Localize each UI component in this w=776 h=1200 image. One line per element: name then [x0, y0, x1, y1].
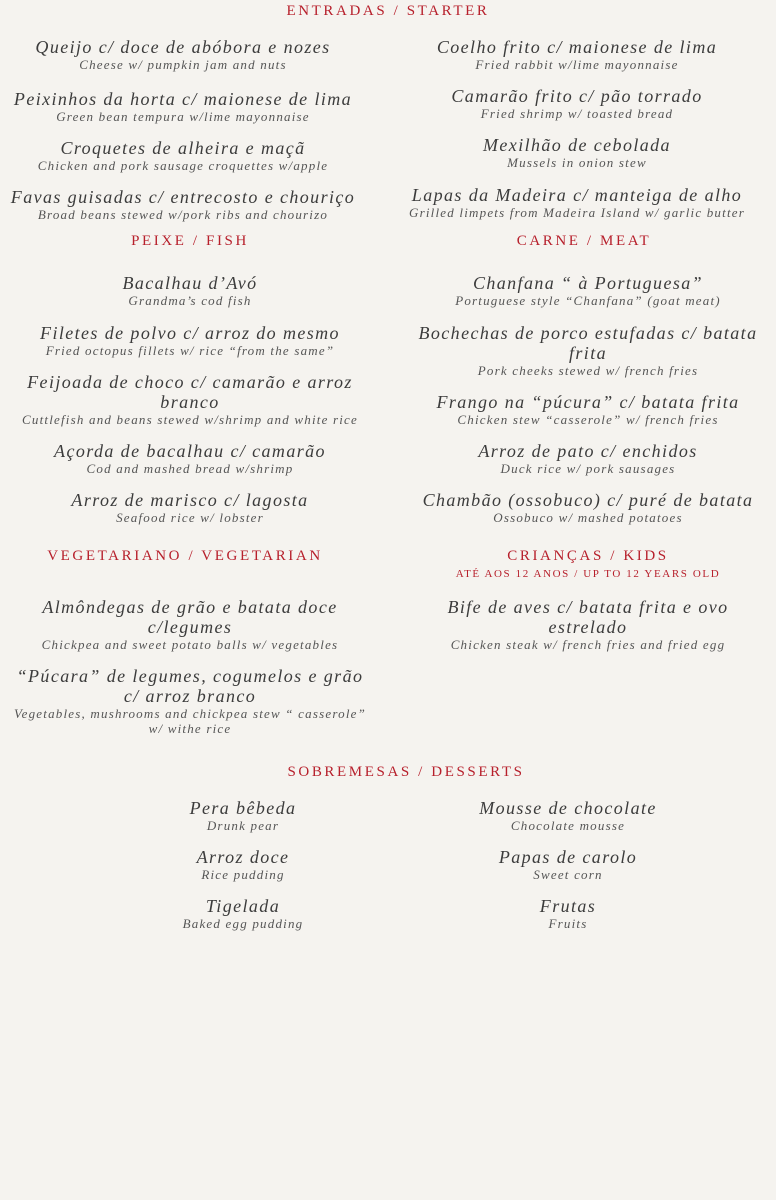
dish-name: Mousse de chocolate [479, 798, 657, 818]
dish-translation: Pork cheeks stewed w/ french fries [477, 363, 699, 378]
dish-translation: Drunk pear [206, 818, 280, 833]
dish-name: Peixinhos da horta c/ maionese de lima [13, 89, 353, 109]
dish-name: “Púcara” de legumes, cogumelos e grão c/ arroz branco [16, 666, 364, 706]
menu-item [0, 187, 366, 222]
dish-name: Lapas da Madeira c/ manteiga de alho [411, 185, 743, 205]
dish-name: Chambão (ossobuco) c/ puré de batata [422, 490, 754, 510]
menu-item [10, 372, 370, 427]
dish-translation: Chickpea and sweet potato balls w/ vegetables [41, 637, 339, 652]
dish-translation: Portuguese style “Chanfana” (goat meat) [455, 293, 721, 308]
dish-translation: Baked egg pudding [182, 916, 304, 931]
dish-name: Feijoada de choco c/ camarão e arroz branco [27, 372, 353, 412]
section-heading-starter: ENTRADAS / STARTER [286, 3, 490, 19]
dish-translation: Grandma’s cod fish [128, 293, 252, 308]
dish-translation: Chicken and pork sausage croquettes w/apple [37, 158, 329, 173]
dish-translation: Cheese w/ pumpkin jam and nuts [79, 57, 287, 72]
menu-item [418, 896, 718, 931]
dish-translation: Sweet corn [533, 867, 603, 882]
menu-item [10, 273, 370, 308]
dish-name: Camarão frito c/ pão torrado [451, 86, 703, 106]
dish-translation: Broad beans stewed w/pork ribs and chourizo [37, 207, 329, 222]
section-heading-desserts: SOBREMESAS / DESSERTS [287, 764, 525, 780]
menu-item [400, 392, 776, 427]
menu-item [0, 89, 366, 124]
dish-name: Açorda de bacalhau c/ camarão [54, 441, 326, 461]
menu-item [400, 323, 776, 378]
dish-translation: Fried rabbit w/lime mayonnaise [475, 57, 679, 72]
section-heading-fish: PEIXE / FISH [131, 233, 249, 249]
menu-item [10, 490, 370, 525]
dish-translation: Chicken stew “casserole” w/ french fries [457, 412, 719, 427]
dish-name: Arroz doce [196, 847, 290, 867]
dish-translation: Fried octopus fillets w/ rice “from the same” [45, 343, 335, 358]
section-heading-vegetarian: VEGETARIANO / VEGETARIAN [47, 548, 323, 564]
dish-translation: Cuttlefish and beans stewed w/shrimp and white rice [22, 412, 358, 427]
dish-name: Bife de aves c/ batata frita e ovo estrelado [447, 597, 729, 637]
section-heading-kids: CRIANÇAS / KIDS [507, 548, 669, 564]
dish-translation: Vegetables, mushrooms and chickpea stew “ casserole” w/ withe rice [13, 706, 367, 736]
dish-name: Filetes de polvo c/ arroz do mesmo [40, 323, 340, 343]
menu-item [0, 138, 366, 173]
dish-translation: Cod and mashed bread w/shrimp [86, 461, 294, 476]
menu-item [400, 490, 776, 525]
dish-translation: Seafood rice w/ lobster [116, 510, 264, 525]
dish-name: Almôndegas de grão e batata doce c/legumes [42, 597, 338, 637]
dish-name: Arroz de pato c/ enchidos [478, 441, 698, 461]
dish-name: Chanfana “ à Portuguesa” [472, 273, 704, 293]
dish-name: Pera bêbeda [189, 798, 297, 818]
menu-item [418, 847, 718, 882]
menu-item [90, 847, 396, 882]
dish-name: Queijo c/ doce de abóbora e nozes [35, 37, 331, 57]
dish-name: Bochechas de porco estufadas c/ batata frita [418, 323, 758, 363]
menu-item [392, 37, 762, 72]
dish-translation: Duck rice w/ pork sausages [500, 461, 676, 476]
menu-item [392, 86, 762, 121]
menu-item [90, 896, 396, 931]
dish-translation: Chocolate mousse [510, 818, 626, 833]
dish-name: Bacalhau d’Avó [122, 273, 258, 293]
dish-name: Frango na “púcura” c/ batata frita [436, 392, 740, 412]
dish-name: Arroz de marisco c/ lagosta [71, 490, 309, 510]
dish-translation: Ossobuco w/ mashed potatoes [493, 510, 683, 525]
dish-name: Tigelada [205, 896, 281, 916]
menu-item [0, 37, 366, 72]
menu-item [10, 323, 370, 358]
dish-name: Coelho frito c/ maionese de lima [436, 37, 718, 57]
kids-age-note: ATÉ AOS 12 ANOS / UP TO 12 YEARS OLD [455, 568, 721, 580]
dish-translation: Fried shrimp w/ toasted bread [480, 106, 674, 121]
dish-name: Frutas [539, 896, 597, 916]
menu-item [10, 441, 370, 476]
menu-item [418, 597, 758, 652]
menu-item [400, 273, 776, 308]
menu-item [10, 666, 370, 736]
section-heading-meat: CARNE / MEAT [516, 233, 652, 249]
dish-translation: Green bean tempura w/lime mayonnaise [56, 109, 310, 124]
menu-item [418, 798, 718, 833]
dish-name: Favas guisadas c/ entrecosto e chouriço [10, 187, 356, 207]
menu-item [90, 798, 396, 833]
dish-name: Mexilhão de cebolada [483, 135, 671, 155]
dish-name: Papas de carolo [498, 847, 638, 867]
dish-name: Croquetes de alheira e maçã [60, 138, 306, 158]
menu-item [400, 441, 776, 476]
dish-translation: Chicken steak w/ french fries and fried egg [450, 637, 726, 652]
menu-item [10, 597, 370, 652]
menu-item [392, 185, 762, 220]
menu-item [392, 135, 762, 170]
dish-translation: Fruits [548, 916, 588, 931]
dish-translation: Rice pudding [201, 867, 285, 882]
dish-translation: Grilled limpets from Madeira Island w/ garlic butter [409, 205, 745, 220]
dish-translation: Mussels in onion stew [507, 155, 647, 170]
